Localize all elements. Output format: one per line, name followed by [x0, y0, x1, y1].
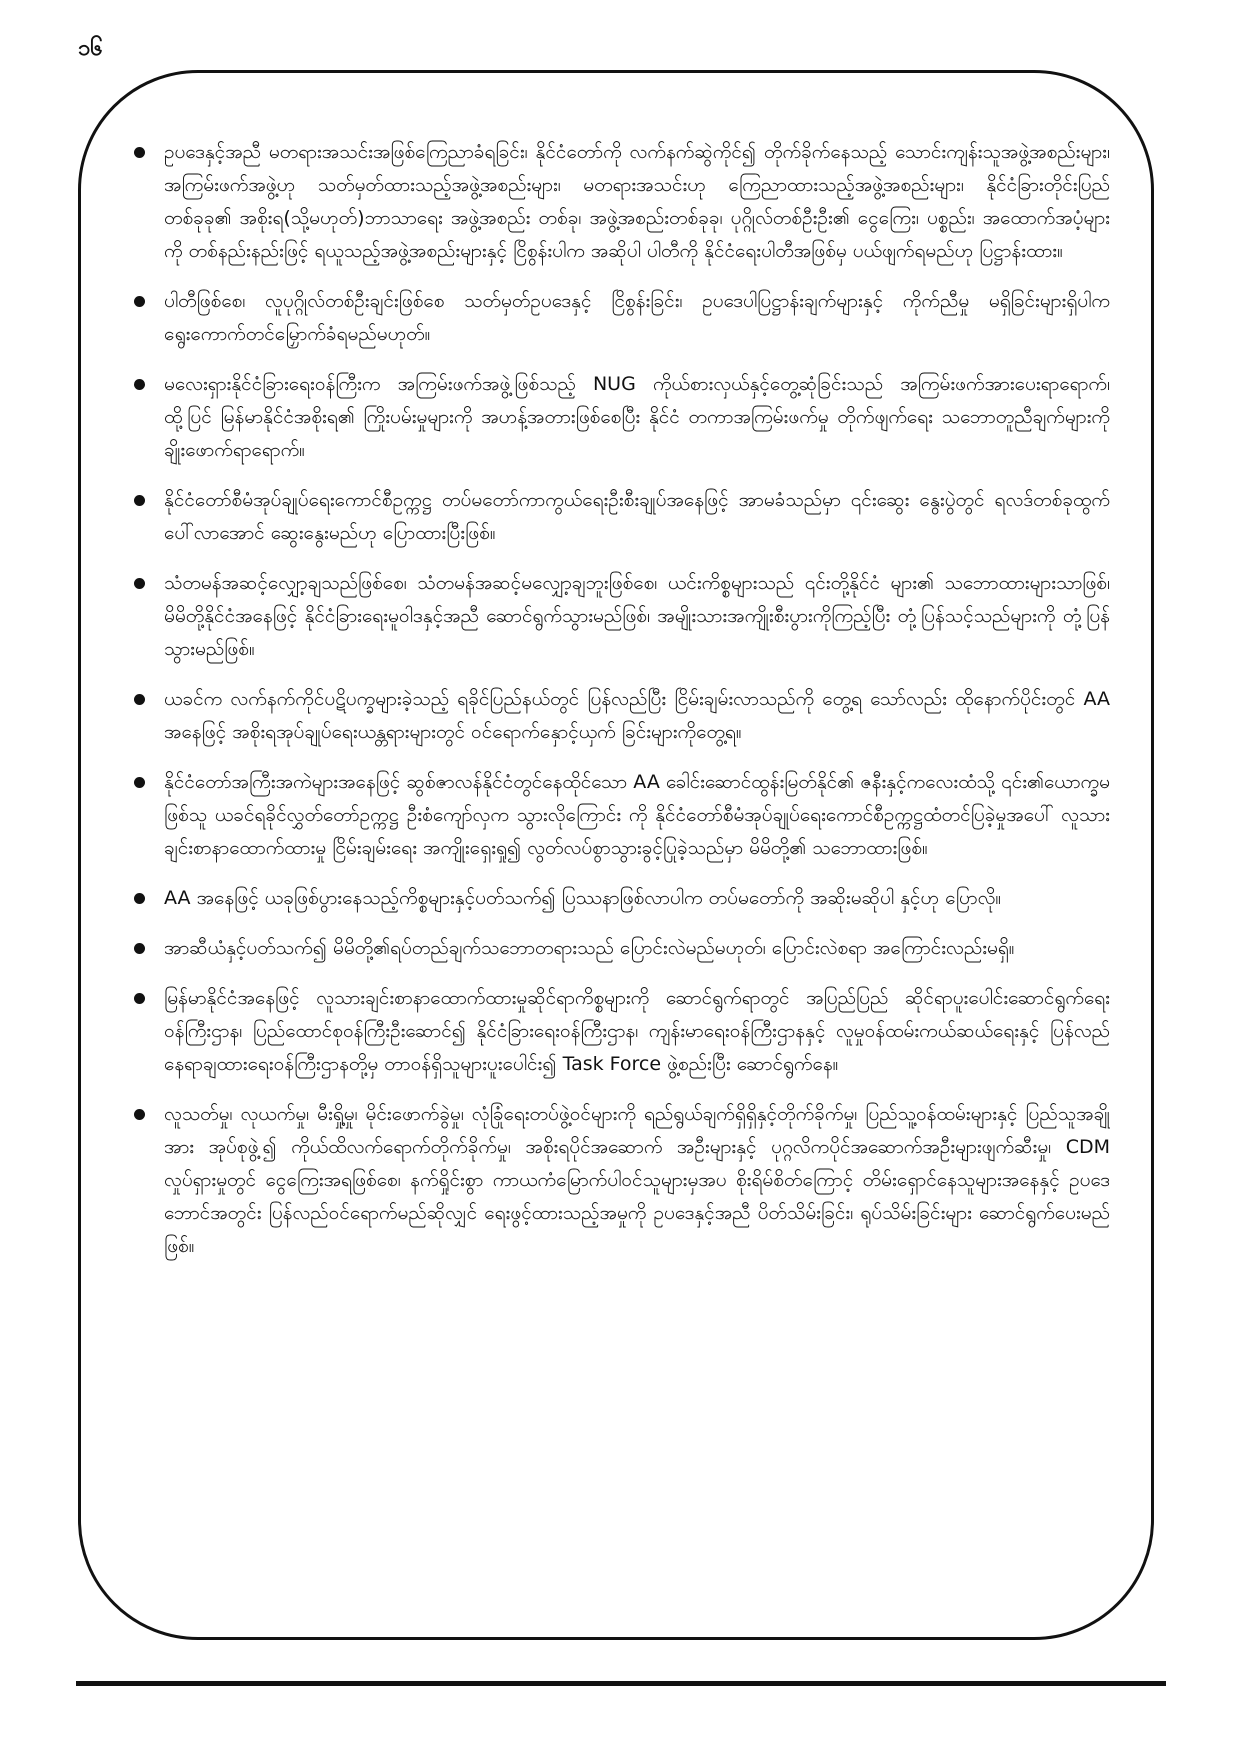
bullet-list [132, 136, 1110, 1263]
list-item [132, 683, 1110, 749]
list-item-text: နိုင်ငံတော်အကြီးအကဲများအနေဖြင့် ဆွစ်ဇာလန်နိုင်ငံတွင်နေထိုင်သော AA ခေါင်းဆောင်ထွန်းမြတ်နိုင်၏ ဇနီးနှင့်ကလေးထံသို့ ၎င်း၏ယောက္ခမဖြစ်သူ ယခင်ရခိုင်လွှတ်တော်ဥက္ကဋ္ဌ ဦးစံကျော်လှက သွားလိုကြောင်း ကို နိုင်ငံတော်စီမံအုပ်ချုပ်ရေးကောင်စီဥက္ကဋ္ဌထံတင်ပြခဲ့မှုအပေါ် လူသားချင်းစာနာထောက်ထားမှု ငြိမ်းချမ်းရေး အကျိုးရှေးရှု၍ လွတ်လပ်စွာသွားခွင့်ပြုခဲ့သည်မှာ မိမိတို့၏ သဘောထားဖြစ်။ [164, 771, 1110, 859]
list-item [132, 368, 1110, 467]
bullet-icon [134, 777, 145, 788]
list-item-text: ဥပဒေနှင့်အညီ မတရားအသင်းအဖြစ်ကြေညာခံရခြင်း၊ နိုင်ငံတော်ကို လက်နက်ဆွဲကိုင်၍ တိုက်ခိုက်နေသည့် သောင်းကျန်းသူအဖွဲ့အစည်းများ၊ အကြမ်းဖက်အဖွဲ့ဟု သတ်မှတ်ထားသည့်အဖွဲ့အစည်းများ၊ မတရားအသင်းဟု ကြေညာထားသည့်အဖွဲ့အစည်းများ၊ နိုင်ငံခြားတိုင်းပြည်တစ်ခုခု၏ အစိုးရ(သို့မဟုတ်)ဘာသာရေး အဖွဲ့အစည်း တစ်ခု၊ အဖွဲ့အစည်းတစ်ခုခု၊ ပုဂ္ဂိုလ်တစ်ဦးဦး၏ ငွေကြေး၊ ပစ္စည်း၊ အထောက်အပံ့များကို တစ်နည်းနည်းဖြင့် ရယူသည့်အဖွဲ့အစည်းများနှင့် ငြိစွန်းပါက အဆိုပါ ပါတီကို နိုင်ငံရေးပါတီအဖြစ်မှ ပယ်ဖျက်ရမည်ဟု ပြဋ္ဌာန်းထား။ [164, 141, 1110, 262]
bullet-icon [134, 993, 145, 1004]
bullet-icon [134, 379, 145, 390]
list-item-text: သံတမန်အဆင့်လျှော့ချသည်ဖြစ်စေ၊ သံတမန်အဆင့်မလျှော့ချဘူးဖြစ်စေ၊ ယင်းကိစ္စများသည် ၎င်းတို့နိုင်ငံ များ၏ သဘောထားများသာဖြစ်၊ မိမိတို့နိုင်ငံအနေဖြင့် နိုင်ငံခြားရေးမူဝါဒနှင့်အညီ ဆောင်ရွက်သွားမည်ဖြစ်၊ အမျိုးသားအကျိုးစီးပွားကိုကြည့်ပြီး တုံ့ပြန်သင့်သည်များကို တုံ့ပြန်သွားမည်ဖြစ်။ [164, 572, 1110, 660]
list-item [132, 932, 1110, 965]
bullet-icon [134, 296, 145, 307]
list-item [132, 1098, 1110, 1263]
page-number: ၁၆ [78, 36, 103, 61]
content-area [132, 136, 1110, 1610]
bullet-icon [134, 694, 145, 705]
list-item-text: နိုင်ငံတော်စီမံအုပ်ချုပ်ရေးကောင်စီဥက္ကဋ္ဌ တပ်မတော်ကာကွယ်ရေးဦးစီးချုပ်အနေဖြင့် အာမခံသည်မှာ ၎င်းဆွေး နွေးပွဲတွင် ရလဒ်တစ်ခုထွက်ပေါ်လာအောင် ဆွေးနွေးမည်ဟု ပြောထားပြီးဖြစ်။ [164, 489, 1110, 544]
bullet-icon [134, 495, 145, 506]
list-item [132, 567, 1110, 666]
list-item [132, 766, 1110, 865]
list-item-text: လူသတ်မှု၊ လုယက်မှု၊ မီးရှို့မှု၊ မိုင်းဖောက်ခွဲမှု၊ လုံခြုံရေးတပ်ဖွဲ့ဝင်များကို ရည်ရွယ်ချက်ရှိရှိနှင့်တိုက်ခိုက်မှု၊ ပြည်သူ့ဝန်ထမ်းများနှင့် ပြည်သူအချို့အား အုပ်စုဖွဲ့၍ ကိုယ်ထိလက်ရောက်တိုက်ခိုက်မှု၊ အစိုးရပိုင်အဆောက် အဦးများနှင့် ပုဂ္ဂလိကပိုင်အဆောက်အဦးများဖျက်ဆီးမှု၊ CDM လှုပ်ရှားမှုတွင် ငွေကြေးအရဖြစ်စေ၊ နက်ရှိုင်းစွာ ကာယကံမြောက်ပါဝင်သူများမှအပ စိုးရိမ်စိတ်ကြောင့် တိမ်းရှောင်နေသူများအနေနှင့် ဥပဒေဘောင်အတွင်း ပြန်လည်ဝင်ရောက်မည်ဆိုလျှင် ရေးဖွင့်ထားသည့်အမှုကို ဥပဒေနှင့်အညီ ပိတ်သိမ်းခြင်း၊ ရုပ်သိမ်းခြင်းများ ဆောင်ရွက်ပေးမည်ဖြစ်။ [164, 1103, 1110, 1257]
bullet-icon [134, 943, 145, 954]
list-item [132, 136, 1110, 268]
list-item-text: ယခင်က လက်နက်ကိုင်ပဋိပက္ခများခဲ့သည့် ရခိုင်ပြည်နယ်တွင် ပြန်လည်ပြီး ငြိမ်းချမ်းလာသည်ကို တွေ့ရ သော်လည်း ထိုနောက်ပိုင်းတွင် AA အနေဖြင့် အစိုးရအုပ်ချုပ်ရေးယန္တရားများတွင် ဝင်ရောက်နှောင့်ယှက် ခြင်းများကိုတွေ့ရ။ [164, 688, 1110, 743]
list-item [132, 882, 1110, 915]
list-item-text: မလေးရှားနိုင်ငံခြားရေးဝန်ကြီးက အကြမ်းဖက်အဖွဲ့ဖြစ်သည့် NUG ကိုယ်စားလှယ်နှင့်တွေ့ဆုံခြင်းသည် အကြမ်းဖက်အားပေးရာရောက်၊ ထို့ပြင် မြန်မာနိုင်ငံအစိုးရ၏ ကြိုးပမ်းမှုများကို အဟန့်အတားဖြစ်စေပြီး နိုင်ငံ တကာအကြမ်းဖက်မှု တိုက်ဖျက်ရေး သဘောတူညီချက်များကို ချိုးဖောက်ရာရောက်။ [164, 373, 1110, 461]
list-item-text: အာဆီယံနှင့်ပတ်သက်၍ မိမိတို့၏ရပ်တည်ချက်သဘောတရားသည် ပြောင်းလဲမည်မဟုတ်၊ ပြောင်းလဲစရာ အကြောင်းလည်းမရှိ။ [164, 937, 1015, 959]
list-item [132, 982, 1110, 1081]
list-item-text: ပါတီဖြစ်စေ၊ လူပုဂ္ဂိုလ်တစ်ဦးချင်းဖြစ်စေ သတ်မှတ်ဥပဒေနှင့် ငြိစွန်းခြင်း၊ ဥပဒေပါပြဋ္ဌာန်းချက်များနှင့် ကိုက်ညီမှု မရှိခြင်းများရှိပါက ရွေးကောက်တင်မြှောက်ခံရမည်မဟုတ်။ [164, 290, 1110, 345]
bullet-icon [134, 578, 145, 589]
list-item-text: AA အနေဖြင့် ယခုဖြစ်ပွားနေသည့်ကိစ္စများနှင့်ပတ်သက်၍ ပြဿနာဖြစ်လာပါက တပ်မတော်ကို အဆိုးမဆိုပါ နှင့်ဟု ပြောလို။ [164, 887, 1002, 909]
bullet-icon [134, 1109, 145, 1120]
list-item [132, 285, 1110, 351]
list-item-text: မြန်မာနိုင်ငံအနေဖြင့် လူသားချင်းစာနာထောက်ထားမှုဆိုင်ရာကိစ္စများကို ဆောင်ရွက်ရာတွင် အပြည်ပြည် ဆိုင်ရာပူးပေါင်းဆောင်ရွက်ရေးဝန်ကြီးဌာန၊ ပြည်ထောင်စုဝန်ကြီးဦးဆောင်၍ နိုင်ငံခြားရေးဝန်ကြီးဌာန၊ ကျန်းမာရေးဝန်ကြီးဌာနနှင့် လူမှုဝန်ထမ်းကယ်ဆယ်ရေးနှင့် ပြန်လည်နေရာချထားရေးဝန်ကြီးဌာနတို့မှ တာဝန်ရှိသူများပူးပေါင်း၍ Task Force ဖွဲ့စည်းပြီး ဆောင်ရွက်နေ။ [164, 987, 1110, 1075]
bullet-icon [134, 893, 145, 904]
footer-rule [76, 1681, 1166, 1686]
list-item [132, 484, 1110, 550]
bullet-icon [134, 147, 145, 158]
